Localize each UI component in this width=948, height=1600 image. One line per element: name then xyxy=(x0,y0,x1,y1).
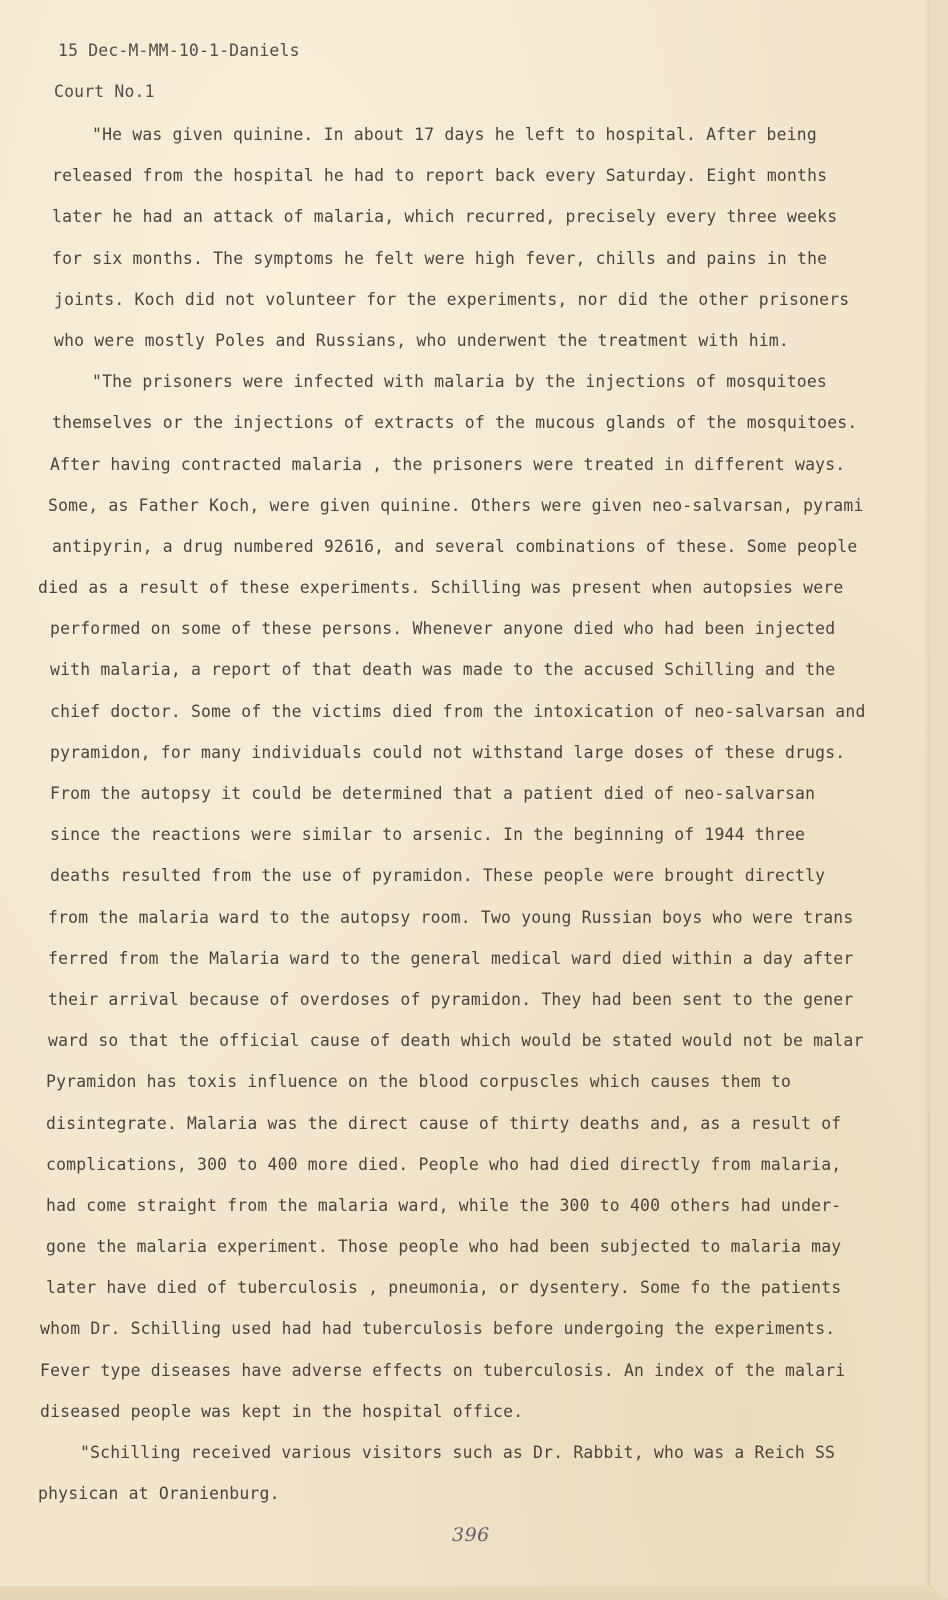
document-body xyxy=(0,124,930,1524)
text-line: performed on some of these persons. Whenever anyone died who had been injected xyxy=(50,619,836,639)
text-line: joints. Koch did not volunteer for the experiments, nor did the other prisoners xyxy=(54,289,850,309)
text-line: whom Dr. Schilling used had had tuberculosis before undergoing the experiments. xyxy=(40,1319,836,1339)
text-line: gone the malaria experiment. Those people who had been subjected to malaria may xyxy=(46,1237,842,1257)
text-line: their arrival because of overdoses of pyramidon. They had been sent to the gener xyxy=(48,989,854,1009)
text-line: had come straight from the malaria ward, while the 300 to 400 others had under- xyxy=(46,1195,842,1215)
document-header-reference: 15 Dec-M-MM-10-1-Daniels xyxy=(58,41,300,60)
text-line: complications, 300 to 400 more died. People who had died directly from malaria, xyxy=(46,1154,842,1174)
text-line: pyramidon, for many individuals could not withstand large doses of these drugs. xyxy=(50,742,846,762)
text-line: Fever type diseases have adverse effects on tuberculosis. An index of the malari xyxy=(40,1360,846,1380)
text-line: From the autopsy it could be determined that a patient died of neo-salvarsan xyxy=(50,784,816,803)
text-line: disintegrate. Malaria was the direct cause of thirty deaths and, as a result of xyxy=(46,1113,842,1133)
text-line: antipyrin, a drug numbered 92616, and several combinations of these. Some people xyxy=(52,536,858,556)
text-line: later have died of tuberculosis , pneumonia, or dysentery. Some fo the patients xyxy=(46,1278,842,1298)
text-line: chief doctor. Some of the victims died from the intoxication of neo-salvarsan and xyxy=(50,701,866,721)
text-line: Some, as Father Koch, were given quinine. Others were given neo-salvarsan, pyrami xyxy=(48,495,864,515)
text-line: "The prisoners were infected with malaria by the injections of mosquitoes xyxy=(92,372,827,392)
text-line: released from the hospital he had to report back every Saturday. Eight months xyxy=(52,166,828,186)
text-line: since the reactions were similar to arsenic. In the beginning of 1944 three xyxy=(50,825,806,845)
text-line: "He was given quinine. In about 17 days he left to hospital. After being xyxy=(92,125,817,144)
text-line: ward so that the official cause of death which would be stated would not be malar xyxy=(48,1031,864,1051)
text-line: themselves or the injections of extracts of the mucous glands of the mosquitoes. xyxy=(52,413,858,433)
text-line: After having contracted malaria , the prisoners were treated in different ways. xyxy=(50,454,846,474)
court-designation: Court No.1 xyxy=(54,82,155,101)
text-line: "Schilling received various visitors such as Dr. Rabbit, who was a Reich SS xyxy=(80,1443,836,1462)
page-number: 396 xyxy=(452,1524,490,1546)
text-line: later he had an attack of malaria, which recurred, precisely every three weeks xyxy=(52,207,838,227)
text-line: ferred from the Malaria ward to the general medical ward died within a day after xyxy=(48,948,854,968)
text-line: deaths resulted from the use of pyramidon. These people were brought directly xyxy=(50,866,826,886)
page-edge-shadow xyxy=(924,0,930,1586)
text-line: died as a result of these experiments. Schilling was present when autopsies were xyxy=(38,578,844,598)
text-line: who were mostly Poles and Russians, who underwent the treatment with him. xyxy=(54,330,789,350)
text-line: with malaria, a report of that death was made to the accused Schilling and the xyxy=(50,660,836,680)
text-line: for six months. The symptoms he felt were high fever, chills and pains in the xyxy=(52,248,828,268)
text-line: Pyramidon has toxis influence on the blood corpuscles which causes them to xyxy=(46,1072,792,1092)
text-line: from the malaria ward to the autopsy room. Two young Russian boys who were trans xyxy=(48,907,854,927)
text-line: diseased people was kept in the hospital office. xyxy=(40,1401,524,1421)
text-line: physican at Oranienburg. xyxy=(38,1484,280,1504)
